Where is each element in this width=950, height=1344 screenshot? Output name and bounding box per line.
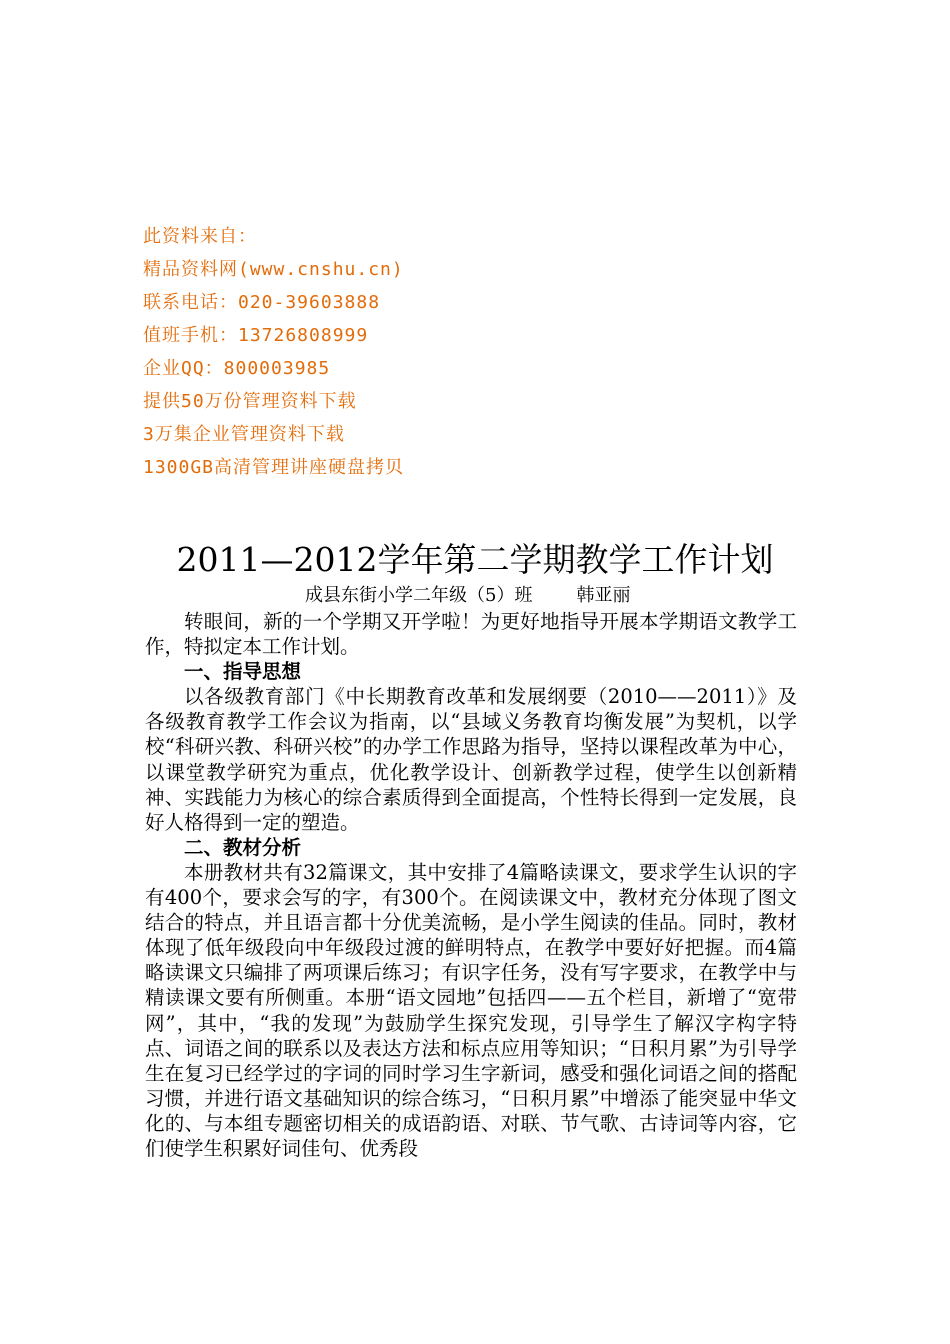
- school-class: 成县东街小学二年级（5）班: [305, 585, 533, 606]
- ad-line-offer-2: 3万集企业管理资料下载: [143, 424, 345, 445]
- ad-line-offer-3: 1300GB高清管理讲座硬盘拷贝: [143, 457, 405, 478]
- document-body: [145, 609, 797, 1161]
- section-paragraph-guiding-ideas: 以各级教育部门《中长期教育改革和发展纲要（2010——2011）》及各级教育教学工作会议为指南，以“县域义务教育均衡发展”为契机，以学校“科研兴教、科研兴校”的办学工作思路为指导，坚持以课程改革为中心，以课堂教学研究为重点，优化教学设计、创新教学过程，使学生以创新精神、实践能力为核心的综合素质得到全面提高，个性特长得到一定发展，良好人格得到一定的塑造。: [145, 685, 797, 834]
- ad-line-qq: 企业QQ：800003985: [143, 358, 331, 379]
- intro-paragraph: 转眼间，新的一个学期又开学啦！为更好地指导开展本学期语文教学工作，特拟定本工作计划。: [145, 610, 797, 659]
- document-title: 2011—2012学年第二学期教学工作计划: [176, 540, 774, 579]
- section-heading-textbook-analysis: 二、教材分析: [184, 835, 302, 859]
- section-heading-guiding-ideas: 一、指导思想: [184, 660, 302, 684]
- ad-line-mobile: 值班手机：13726808999: [143, 325, 369, 346]
- document-byline: [305, 583, 630, 609]
- ad-line-offer-1: 提供50万份管理资料下载: [143, 391, 357, 412]
- ad-line-source: 此资料来自：: [143, 226, 257, 247]
- section-paragraph-textbook-analysis: 本册教材共有32篇课文，其中安排了4篇略读课文，要求学生认识的字有400个，要求会写的字，有300个。在阅读课文中，教材充分体现了图文结合的特点，并且语言都十分优美流畅，是小学生阅读的佳品。同时，教材体现了低年级段向中年级段过渡的鲜明特点，在教学中要好好把握。而4篇略读课文只编排了两项课后练习；有识字任务，没有写字要求，在教学中与精读课文要有所侧重。本册“语文园地”包括四——五个栏目，新增了“宽带网”，其中，“我的发现”为鼓励学生探究发现，引导学生了解汉字构字特点、词语之间的联系以及表达方法和标点应用等知识；“日积月累”为引导学生在复习已经学过的字词的同时学习生字新词，感受和强化词语之间的搭配习惯，并进行语文基础知识的综合练习，“日积月累”中增添了能突显中华文化的、与本组专题密切相关的成语韵语、对联、节气歌、古诗词等内容，它们使学生积累好词佳句、优秀段: [145, 860, 797, 1160]
- author-name: 韩亚丽: [576, 585, 631, 606]
- source-ad-block: [143, 220, 404, 484]
- ad-line-website: 精品资料网(www.cnshu.cn): [143, 259, 404, 280]
- ad-line-phone: 联系电话：020-39603888: [143, 292, 381, 313]
